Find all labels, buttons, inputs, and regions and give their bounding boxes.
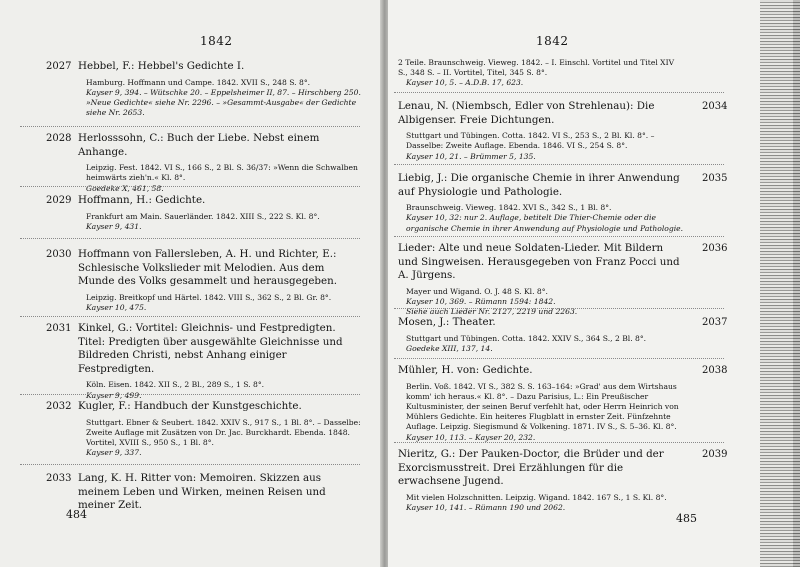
entry-divider [394, 164, 724, 165]
entry-imprint: Hamburg. Hoffmann und Campe. 1842. XVII S., 248 S. 8°. [86, 77, 311, 87]
entry-number: 2035 [702, 173, 728, 184]
catalog-entry-2038 [398, 364, 728, 443]
entry-number: 2032 [46, 401, 72, 412]
continued-imprint: 2 Teile. Braunschweig. Vieweg. 1842. – I. Einschl. Vortitel und Titel XIV S., 348 S. – II. Vortitel, Titel, 345 S. 8°. [398, 58, 675, 78]
entry-number: 2033 [46, 473, 72, 484]
entry-reference: Kayser 9, 499. [86, 390, 142, 400]
entry-reference: Kayser 9, 394. – Wütschke 20. – Eppelsheimer II, 87. – Hirschberg 250. [86, 87, 361, 97]
catalog-entry-2032 [46, 400, 364, 458]
catalog-entry-2037 [398, 316, 728, 354]
entry-heading: Kinkel, G.: Vortitel: Gleichnis- und Festpredigten. Titel: Predigten über ausgewählte Gleichnisse und Bildreden Christi, nebst Anhang einiger Festpredigten. [78, 322, 343, 375]
page-header-year: 1842 [536, 34, 569, 48]
entry-imprint: Mit vielen Holzschnitten. Leipzig. Wigand. 1842. 167 S., 1 S. Kl. 8°. [406, 492, 667, 502]
entry-number: 2030 [46, 249, 72, 260]
entry-imprint: Braunschweig. Vieweg. 1842. XVI S., 342 S., 1 Bl. 8°. [406, 203, 612, 213]
page-edge-right [760, 0, 800, 567]
right-page [388, 0, 793, 567]
catalog-entry-2028 [46, 132, 364, 194]
entry-imprint: Stuttgart und Tübingen. Cotta. 1842. XXIV S., 364 S., 2 Bl. 8°. [406, 333, 647, 343]
entry-divider [20, 394, 360, 395]
entry-reference: Goedeke X, 461, 58. [86, 183, 164, 193]
entry-imprint: Leipzig. Fest. 1842. VI S., 166 S., 2 Bl. S. 36/37: »Wenn die Schwalben heimwärts zieh'n.« Kl. 8°. [86, 163, 358, 183]
entry-imprint: Leipzig. Breitkopf und Härtel. 1842. VIII S., 362 S., 2 Bl. Gr. 8°. [86, 292, 332, 302]
entry-imprint: Mayer und Wigand. O. J. 48 S. Kl. 8°. [406, 286, 548, 296]
entry-divider [20, 126, 360, 127]
catalog-entry-2031 [46, 322, 364, 401]
entry-heading: Nieritz, G.: Der Pauken-Doctor, die Brüder und der Exorcismusstreit. Drei Erzählungen für die erwachsene Jugend. [398, 448, 664, 488]
entry-heading: Lieder: Alte und neue Soldaten-Lieder. Mit Bildern und Singweisen. Herausgegeben von Franz Pocci und A. Jürgens. [398, 242, 680, 282]
page-number: 484 [66, 508, 87, 521]
entry-imprint: Stuttgart. Ebner & Seubert. 1842. XXIV S., 917 S., 1 Bl. 8°. – Dasselbe: Zweite Auflage mit Zusätzen von Dr. Jac. Burckhardt. Ebenda. 1848. Vortitel, XVIII S., 950 S., 1 Bl. 8°. [86, 417, 361, 447]
entry-reference: Kayser 9, 337. [86, 448, 142, 458]
page-header-year: 1842 [200, 34, 233, 48]
entry-reference: Kayser 10, 5. – A.D.B. 17, 623. [406, 78, 524, 88]
entry-divider [394, 442, 724, 443]
entry-divider [20, 186, 360, 187]
entry-reference: Kayser 10, 32: nur 2. Auflage, betitelt Die Thier-Chemie oder die organische Chemie in ihrer Anwendung auf Physiologie und Pathologie. [406, 213, 684, 233]
entry-heading: Hoffmann von Fallersleben, A. H. und Richter, E.: Schlesische Volkslieder mit Melodien. Aus dem Munde des Volks gesammelt und herausgegeben. [78, 248, 338, 288]
entry-heading: Hoffmann, H.: Gedichte. [78, 194, 206, 206]
entry-reference: Goedeke XIII, 137, 14. [406, 343, 493, 353]
entry-heading: Kugler, F.: Handbuch der Kunstgeschichte. [78, 400, 302, 412]
page-number: 485 [676, 512, 697, 525]
entry-number: 2038 [702, 365, 728, 376]
entry-divider [20, 464, 360, 465]
catalog-entry-2036 [398, 242, 728, 317]
entry-imprint: Stuttgart und Tübingen. Cotta. 1842. VI S., 253 S., 2 Bl. Kl. 8°. – Dasselbe: Zweite Auflage. Ebenda. 1846. VI S., 254 S. 8°. [406, 131, 655, 151]
continued-entry [398, 58, 684, 89]
entry-number: 2028 [46, 133, 72, 144]
entry-number: 2039 [702, 449, 728, 460]
entry-number: 2029 [46, 195, 72, 206]
entry-imprint: Köln. Eisen. 1842. XII S., 2 Bl., 289 S., 1 S. 8°. [86, 380, 265, 390]
entry-heading: Lang, K. H. Ritter von: Memoiren. Skizzen aus meinem Leben und Wirken, meinen Reisen und meiner Zeit. [78, 472, 326, 512]
entry-reference: Kayser 10, 113. – Kayser 20, 232. [406, 432, 536, 442]
entry-number: 2036 [702, 243, 728, 254]
entry-number: 2034 [702, 101, 728, 112]
entry-reference: Kayser 9, 431. [86, 221, 142, 231]
entry-reference: Kayser 10, 21. – Brümmer 5, 135. [406, 151, 536, 161]
left-page [0, 0, 382, 567]
entry-reference: Kayser 10, 141. – Rümann 190 und 2062. [406, 502, 566, 512]
catalog-entry-2030 [46, 248, 364, 313]
entry-heading: Hebbel, F.: Hebbel's Gedichte I. [78, 60, 245, 72]
entry-divider [20, 316, 360, 317]
catalog-entry-2035 [398, 172, 728, 234]
entry-reference: Kayser 10, 475. [86, 302, 147, 312]
entry-reference: Siehe auch Lieder Nr. 2127, 2219 und 2263. [406, 307, 578, 317]
entry-heading: Mosen, J.: Theater. [398, 316, 496, 328]
entry-number: 2027 [46, 61, 72, 72]
catalog-entry-2033 [46, 472, 364, 513]
catalog-entry-2027 [46, 60, 364, 118]
entry-imprint: Berlin. Voß. 1842. VI S., 382 S. S. 163–164: »Grad' aus dem Wirtshaus komm' ich heraus.« Kl. 8°. – Dazu Parisius, L.: Ein Preußischer Kultusminister, der seinen Beruf verfehlt hat, oder Herrn Heinrich von Mühlers Gedichte. Ein heiteres Flugblatt in ernster Zeit. Fünfzehnte Auflage. Leipzig. Siegismund & Volkening. 1871. IV S., S. 5–36. Kl. 8°. [406, 381, 679, 432]
catalog-entry-2039 [398, 448, 728, 513]
entry-reference: »Neue Gedichte« siehe Nr. 2296. – »Gesammt-Ausgabe« der Gedichte siehe Nr. 2653. [86, 98, 357, 118]
catalog-entry-2029 [46, 194, 364, 232]
entry-heading: Lenau, N. (Niembsch, Edler von Strehlenau): Die Albigenser. Freie Dichtungen. [398, 100, 655, 126]
entry-divider [394, 308, 724, 309]
entry-number: 2037 [702, 317, 728, 328]
entry-reference: Kayser 10, 369. – Rümann 1594: 1842. [406, 296, 556, 306]
entry-divider [394, 92, 724, 93]
entry-imprint: Frankfurt am Main. Sauerländer. 1842. XIII S., 222 S. Kl. 8°. [86, 211, 320, 221]
entry-heading: Herlosssohn, C.: Buch der Liebe. Nebst einem Anhange. [78, 132, 320, 158]
entry-divider [20, 238, 360, 239]
catalog-entry-2034 [398, 100, 728, 162]
entry-divider [394, 236, 724, 237]
entry-heading: Mühler, H. von: Gedichte. [398, 364, 533, 376]
entry-number: 2031 [46, 323, 72, 334]
entry-divider [394, 358, 724, 359]
entry-heading: Liebig, J.: Die organische Chemie in ihrer Anwendung auf Physiologie und Pathologie. [398, 172, 680, 198]
